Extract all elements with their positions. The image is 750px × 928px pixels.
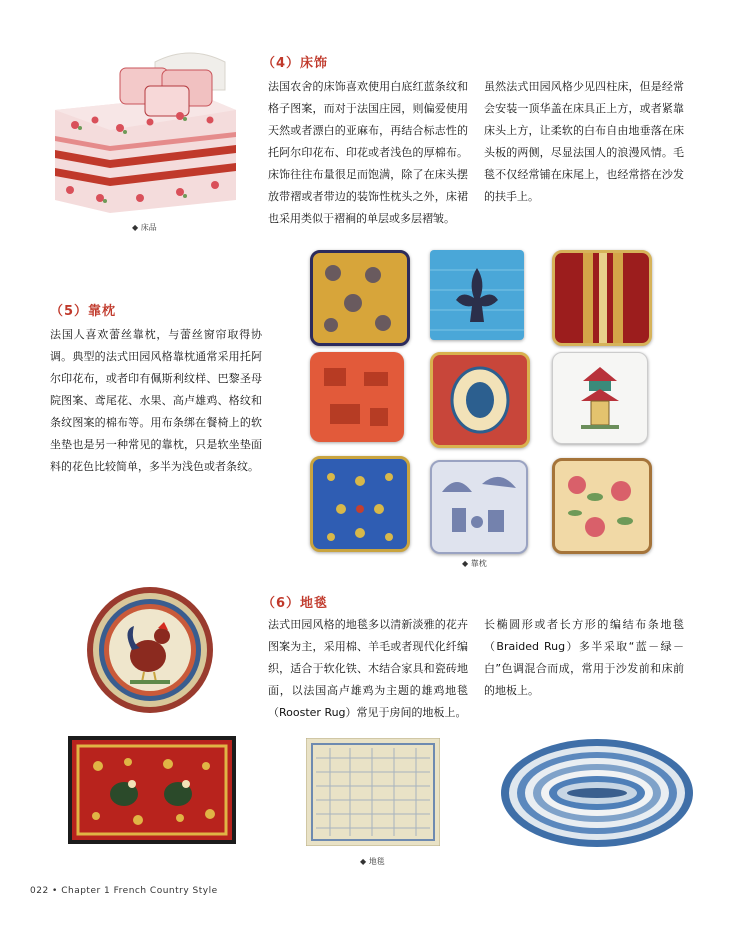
- pillow-needlepoint: [430, 352, 530, 448]
- pillow-pattern: [432, 462, 526, 552]
- rooster-icon: [86, 586, 214, 714]
- pillow-red-stripe: [552, 250, 652, 346]
- pillow-pattern: [555, 461, 649, 551]
- section-4-paragraph-1: 法国农舍的床饰喜欢使用白底红蓝条纹和格子图案，而对于法国庄园，则偏爱使用天然或者漂白的亚麻布，再结合标志性的托阿尔印花布、印花或者浅色的厚棉布。床饰往往布量很足而饱满，除了在床头摆放带褶或者带边的装饰性枕头之外，床裙也采用类似于褶裥的单层或多层褶皱。: [268, 80, 468, 225]
- section-6-heading: （6）地毯: [262, 596, 329, 611]
- blue-cream-patterned-rug: [306, 738, 440, 846]
- red-rooster-rectangular-rug: [68, 736, 236, 844]
- pillow-blue-toile: [430, 460, 528, 554]
- pillow-pattern: [555, 253, 649, 343]
- pillow-pattern: [433, 355, 527, 445]
- bedding-image: [50, 50, 236, 213]
- pillow-fleur-de-lis: [430, 250, 524, 340]
- fleur-de-lis-icon: [430, 250, 524, 340]
- section-5-heading: （5）靠枕: [50, 304, 117, 319]
- pagoda-icon: [553, 353, 647, 443]
- pillow-red-toile: [310, 352, 404, 442]
- pillows-caption: ◆ 靠枕: [462, 559, 487, 568]
- pillow-pattern: [313, 459, 407, 549]
- pillow-pattern: [313, 253, 407, 343]
- pillow-rose: [552, 458, 652, 554]
- section-6-paragraph-2: 长椭圆形或者长方形的编结布条地毯（Braided Rug）多半采取“蓝－绿－白”色调混合而成，常用于沙发前和床前的地板上。: [484, 618, 684, 697]
- bedding-caption: ◆ 床品: [132, 223, 157, 232]
- page-footer: 022 • Chapter 1 French Country Style: [30, 886, 218, 896]
- pillow-blue-provencal: [310, 456, 410, 552]
- bed-illustration: [50, 50, 236, 213]
- rugs-caption: ◆ 地毯: [360, 857, 385, 866]
- section-4-paragraph-2: 虽然法式田园风格少见四柱床，但是经常会安装一顶华盖在床具正上方，或者紧靠床头上方，让柔软的白布自由地垂落在床头板的两侧，尽显法国人的浪漫风情。毛毯不仅经常铺在床尾上，也经常搭在沙发的扶手上。: [484, 80, 684, 203]
- pillow-gold-toile: [310, 250, 410, 346]
- pillow-pattern: [310, 352, 404, 442]
- braided-rug: [500, 738, 694, 848]
- rooster-round-rug: [86, 586, 214, 714]
- section-5-paragraph: 法国人喜欢蕾丝靠枕，与蕾丝窗帘取得协调。典型的法式田园风格靠枕通常采用托阿尔印花布，或者印有佩斯利纹样、巴黎圣母院图案、鸢尾花、水果、高卢雄鸡、格纹和条纹图案的棉布等。用布条绑在餐椅上的软坐垫也是另一种常见的靠枕，只是软坐垫面料的花色比较简单，多半为浅色或者条纹。: [50, 328, 262, 473]
- patterned-rug: [306, 738, 440, 846]
- section-6-paragraph-1: 法式田园风格的地毯多以清新淡雅的花卉图案为主，采用棉、羊毛或者现代化纤编织，适合于软化铁、木结合家具和瓷砖地面，以法国高卢雄鸡为主题的雄鸡地毯（Rooster Rug）常见于房间的地板上。: [268, 618, 468, 719]
- rooster-rug-pattern: [68, 736, 236, 844]
- braided-oval-rug: [500, 738, 694, 848]
- pillow-pagoda: [552, 352, 648, 444]
- section-4-heading: （4）床饰: [262, 56, 329, 71]
